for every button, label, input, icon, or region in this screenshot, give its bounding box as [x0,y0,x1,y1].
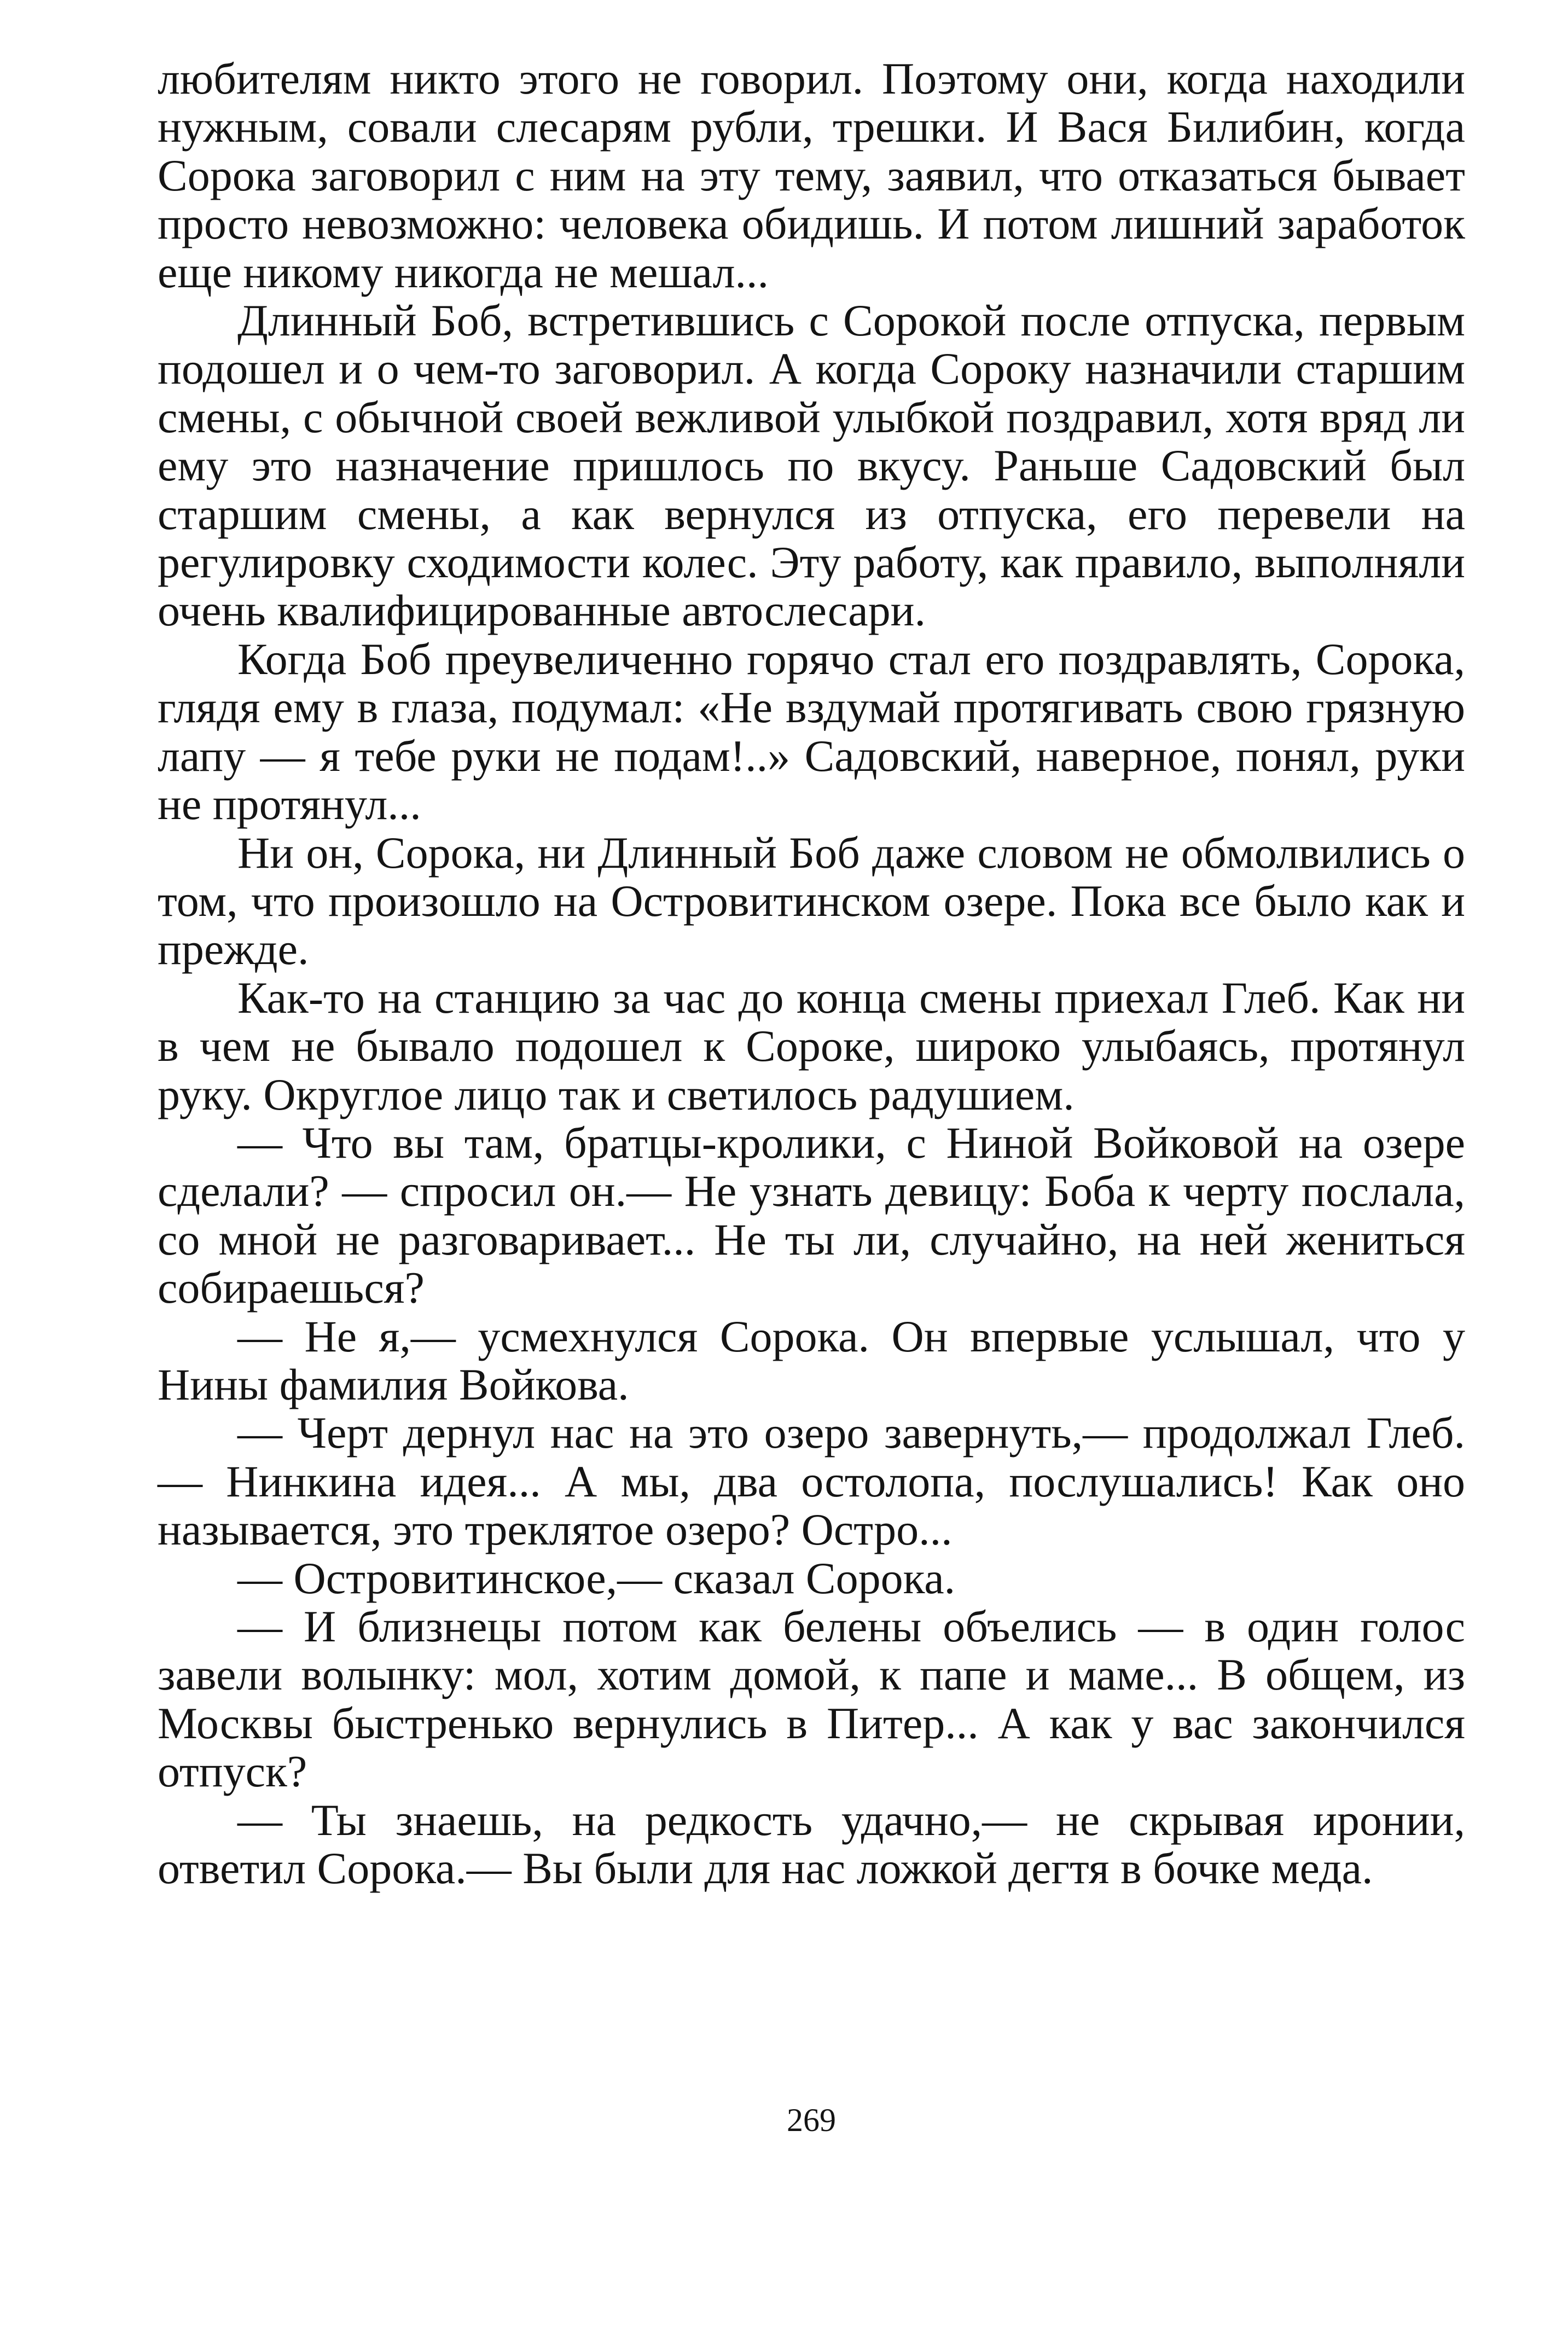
paragraph-11: — Ты знаешь, на редкость удачно,— не скрывая иронии, ответил Сорока.— Вы были для нас ложкой дегтя в бочке меда. [158,1795,1465,1894]
paragraph-6: — Что вы там, братцы-кролики, с Ниной Войковой на озере сделали? — спросил он.— Не узнать девицу: Боба к черту послала, со мной не разговаривает... Не ты ли, случайно, на ней жениться собираешься? [158,1117,1465,1313]
page-number: 269 [787,2102,836,2138]
book-page [158,55,1465,2243]
body-text [158,55,1465,1892]
paragraph-10: — И близнецы потом как белены объелись — в один голос завели волынку: мол, хотим домой, к папе и маме... В общем, из Москвы быстренько вернулись в Питер... А как у вас закончился отпуск? [158,1601,1465,1797]
paragraph-4: Ни он, Сорока, ни Длинный Боб даже словом не обмолвились о том, что произошло на Островитинском озере. Пока все было как и прежде. [158,827,1465,974]
paragraph-7: — Не я,— усмехнулся Сорока. Он впервые услышал, что у Нины фамилия Войкова. [158,1311,1465,1409]
paragraph-2: Длинный Боб, встретившись с Сорокой после отпуска, первым подошел и о чем-то заговорил. А когда Сороку назначили старшим смены, с обычной своей вежливой улыбкой поздравил, хотя вряд ли ему это назначение пришлось по вкусу. Раньше Садовский был старшим смены, а как вернулся из отпуска, его перевели на регулировку сходимости колес. Эту работу, как правило, выполняли очень квалифицированные автослесари. [158,295,1465,636]
paragraph-1: любителям никто этого не говорил. Поэтому они, когда находили нужным, совали слесарям рубли, трешки. И Вася Билибин, когда Сорока заговорил с ним на эту тему, заявил, что отказаться бывает просто невозможно: человека обидишь. И потом лишний заработок еще никому никогда не мешал... [158,54,1465,297]
paragraph-8: — Черт дернул нас на это озеро завернуть,— продолжал Глеб.— Нинкина идея... А мы, два остолопа, послушались! Как оно называется, это треклятое озеро? Остро... [158,1408,1465,1555]
paragraph-3: Когда Боб преувеличенно горячо стал его поздравлять, Сорока, глядя ему в глаза, подумал: «Не вздумай протягивать свою грязную лапу — я тебе руки не подам!..» Садовский, наверное, понял, руки не протянул... [158,634,1465,829]
paragraph-9: — Островитинское,— сказал Сорока. [237,1553,956,1603]
paragraph-5: Как-то на станцию за час до конца смены приехал Глеб. Как ни в чем не бывало подошел к Сороке, широко улыбаясь, протянул руку. Округлое лицо так и светилось радушием. [158,972,1465,1119]
